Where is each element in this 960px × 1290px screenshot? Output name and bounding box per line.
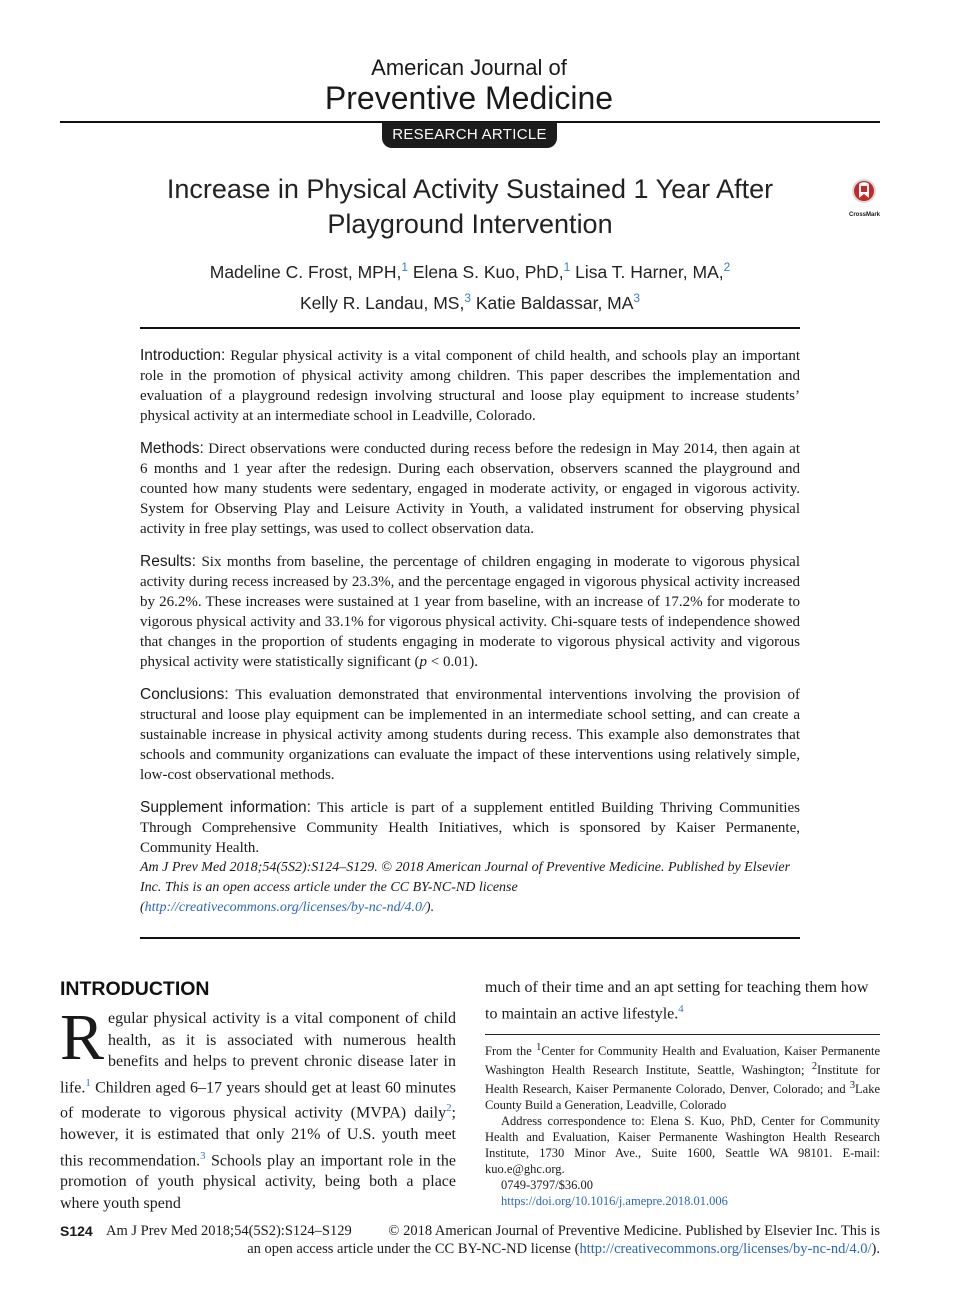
abstract-label: Conclusions: [140,686,229,703]
author-list [120,254,820,316]
abstract-conclusions [140,685,800,785]
abstract-text: This evaluation demonstrated that environmental interventions involving the provision of structural and loose play equipment can be implemented in an intermediate school setting, and can create a sustainable increase in physical activity among students during recess. This example also demonstrates that schools and community organizations can evaluate the impact of these interventions using relatively simple, low-cost observational methods. [140,687,801,783]
article-type-badge: RESEARCH ARTICLE [382,122,557,148]
journal-name: Preventive Medicine [324,80,614,116]
author-name: Madeline C. Frost, MPH, [209,261,402,282]
crossmark-label: CrossMark [849,212,881,218]
abstract-results [140,552,800,672]
reference-link[interactable]: 4 [678,1002,684,1015]
abstract-text: This article is part of a supplement entitled Building Thriving Communities Through Comprehensive Community Health Initiatives, which is sponsored by Kaiser Permanente, Community Health. [140,800,800,856]
affiliation-number: 3 [849,1080,856,1092]
body-left-column [60,1001,456,1214]
affiliation-text: Lake County Build a Generation, Leadville, Colorado [485,1082,880,1113]
abstract [140,346,800,918]
affiliation-list [485,1040,880,1113]
abstract-text: < 0.01). [427,654,478,670]
affiliation-number: 2 [811,1061,818,1073]
footer-copyright [60,1222,880,1258]
author-affiliation-ref[interactable]: 1 [563,260,571,274]
body-right-column [485,977,880,1024]
abstract-label: Introduction: [140,347,226,364]
author-affiliation-ref[interactable]: 2 [723,260,731,274]
footer-license-link[interactable]: http://creativecommons.org/licenses/by-nc-nd/4.0/ [579,1241,872,1257]
abstract-text: Direct observations were conducted during recess before the redesign in May 2014, then again at 6 months and 1 year after the redesign. During each observation, observers scanned the playground and counted how many students were sedentary, engaged in moderate activity, or engaged in vigorous activity. System for Observing Play and Leisure Activity in Youth, a validated instrument for observing physical activity in free play settings, was used to collect observation data. [140,441,801,537]
reference-link[interactable]: 3 [200,1149,206,1162]
copyright-text: © 2018 American Journal of Preventive Medicine. Published by Elsevier Inc. This is [388,1223,880,1239]
affiliation-divider [485,1034,880,1035]
article-title: Increase in Physical Activity Sustained 1 Year After Playground Intervention [166,174,774,239]
author-name: Katie Baldassar, MA [475,292,634,313]
body-text: ; however, it is estimated that only 21% of U.S. youth meet this recommendation. [60,1104,456,1169]
crossmark-badge[interactable] [849,178,879,219]
p-value-symbol: p [419,654,427,670]
paren: ). [425,900,435,915]
crossmark-icon [849,178,879,212]
license-text: an open access article under the CC BY-NC-ND license ( [247,1241,580,1257]
body-text: Schools play an important role in the promotion of youth physical activity, being both a place where youth spend [60,1151,456,1212]
issn: 0749-3797/$36.00 [501,1178,594,1193]
author-affiliation-ref[interactable]: 3 [633,290,641,305]
author-affiliation-ref[interactable]: 3 [464,290,471,305]
paren: ( [140,900,145,915]
license-link[interactable]: http://creativecommons.org/licenses/by-nc-nd/4.0/ [144,900,426,915]
body-text: Children aged 6–17 years should get at least 60 minutes of moderate to vigorous physical activity (MVPA) daily [60,1078,456,1122]
author-name: Kelly R. Landau, MS, [299,292,465,313]
abstract-text: Regular physical activity is a vital component of child health, and schools play an important role in the promotion of physical activity among children. This paper describes the implementation and evaluation of a playground redesign involving structural and loose play equipment to increase students’ physical activity at an intermediate school in Leadville, Colorado. [140,348,801,424]
paren: ). [871,1241,880,1257]
citation-text: Am J Prev Med 2018;54(5S2):S124–S129. © 2018 American Journal of Preventive Medicine. Published by Elsevier Inc. This is an open access article under the CC BY-NC-ND license [140,860,791,895]
abstract-label: Supplement information: [140,799,311,816]
affiliation-text: From the [485,1044,537,1059]
footer-citation: Am J Prev Med 2018;54(5S2):S124–S129 [106,1223,352,1239]
abstract-label: Methods: [140,440,204,457]
abstract-introduction [140,346,800,426]
author-name: Elena S. Kuo, PhD, [412,261,564,282]
doi-link[interactable]: https://doi.org/10.1016/j.amepre.2018.01.006 [501,1194,728,1209]
abstract-bottom-rule [140,937,800,939]
abstract-methods [140,439,800,539]
affiliations [485,1040,880,1209]
abstract-supplement [140,798,800,858]
affiliation-text: Center for Community Health and Evaluation, Kaiser Permanente Washington Health Research Institute, Seattle, Washington; [485,1044,880,1078]
page-number: S124 [60,1223,93,1239]
drop-cap: R [60,1001,105,1074]
abstract-label: Results: [140,553,196,570]
reference-link[interactable]: 1 [85,1076,91,1089]
correspondence: Address correspondence to: Elena S. Kuo, PhD, Center for Community Health and Evaluation, Kaiser Permanente Washington Health Research Institute, 1730 Minor Ave., Suite 1600, Seattle WA 98101. E-mail: kuo.e@ghc.org. [485,1114,880,1177]
body-text: egular physical activity is a vital component of child health, as it is associated with numerous health benefits and helps to prevent chronic disease later in life. [60,1010,456,1096]
affiliation-text: Institute for Health Research, Kaiser Permanente Colorado, Denver, Colorado; and [485,1063,880,1097]
author-affiliation-ref[interactable]: 1 [401,260,408,274]
doi-paragraph [485,1193,880,1209]
body-text: much of their time and an apt setting for teaching them how to maintain an active lifestyle. [485,979,869,1022]
introduction-heading: INTRODUCTION [60,978,210,1000]
abstract-text: Six months from baseline, the percentage of children engaging in moderate to vigorous physical activity during recess increased by 23.3%, and the percentage engaged in vigorous physical activity increased by 26.2%. These increases were sustained at 1 year from baseline, with an increase of 17.2% for moderate to vigorous physical activity and 33.1% for vigorous physical activity. Chi-square tests of independence showed that changes in the proportion of students engaging in moderate to vigorous physical activity and vigorous physical activity were statistically significant ( [140,554,801,670]
affiliation-number: 1 [536,1042,542,1053]
journal-top-line: American Journal of [371,55,567,80]
abstract-top-rule [140,327,800,329]
abstract-citation [140,858,800,918]
reference-link[interactable]: 2 [446,1102,452,1115]
author-name: Lisa T. Harner, MA, [575,261,724,282]
